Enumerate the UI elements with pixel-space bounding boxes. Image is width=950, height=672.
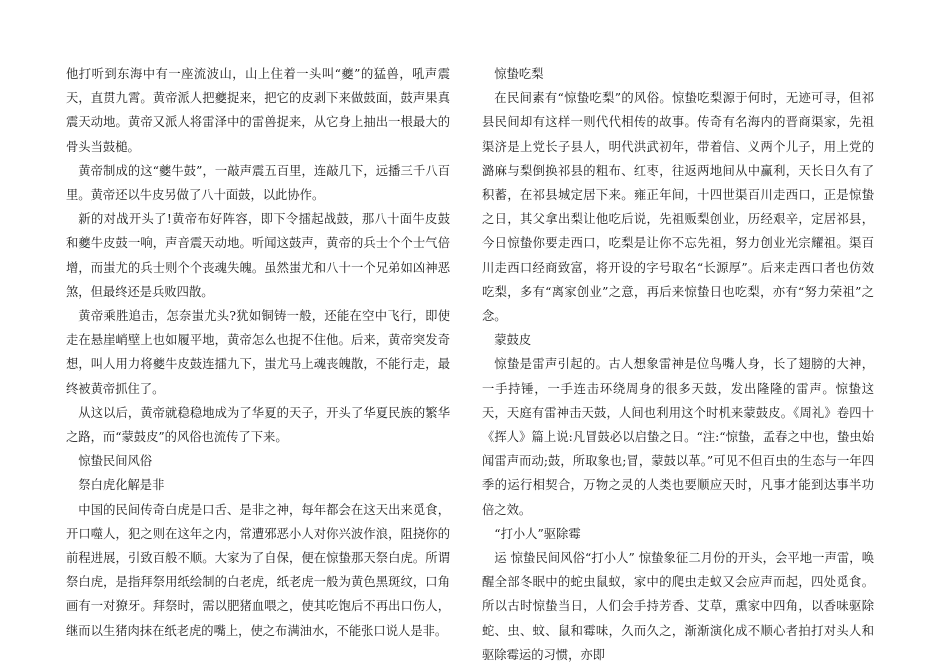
section-heading: 祭白虎化解是非 [78, 478, 165, 493]
paragraph: 运 惊蛰民间风俗“打小人” 惊蛰象征二月份的开头，会平地一声雷，唤醒全部冬眠中的蛇虫鼠蚁，家中的爬虫走蚁又会应声而起，四处觅食。所以古时惊蛰当日，人们会手持芳香、艾草，熏家中四角，以香味驱除蛇、虫、蚊、鼠和霉味，久而久之，渐渐演化成不顺心者拍打对头人和驱除霉运的习惯，亦即 [482, 551, 874, 662]
paragraph: 黄帝制成的这“夔牛鼓”，一敲声震五百里，连敲几下，远播三千八百里。黄帝还以牛皮另做了八十面鼓，以此协作。 [66, 163, 450, 203]
right-column [482, 62, 874, 667]
paragraph: 新的对战开头了!黄帝布好阵容，即下令擂起战鼓，那八十面牛皮鼓和夔牛皮鼓一响，声音震天动地。听闻这鼓声，黄帝的兵士个个士气倍增，而蚩尤的兵士则个个丧魂失魄。虽然蚩尤和八十一个兄弟如凶神恶煞，但最终还是兵败四散。 [66, 212, 450, 299]
left-column [66, 62, 450, 643]
paragraph: 从这以后，黄帝就稳稳地成为了华夏的天子，开头了华夏民族的繁华之路，而“蒙鼓皮”的风俗也流传了下来。 [66, 405, 450, 445]
paragraph: 惊蛰是雷声引起的。古人想象雷神是位鸟嘴人身，长了翅膀的大神，一手持锤，一手连击环绕周身的很多天鼓，发出隆隆的雷声。惊蛰这天，天庭有雷神击天鼓，人间也利用这个时机来蒙鼓皮。《周礼》卷四十《挥人》篇上说:凡冒鼓必以启蛰之日。“注:“惊蛰，孟春之中也，蛰虫始闻雷声而动;鼓，所取象也;冒，蒙鼓以革。”可见不但百虫的生态与一年四季的运行相契合，万物之灵的人类也要顺应天时，凡事才能到达事半功倍之效。 [482, 357, 874, 517]
paragraph: 他打听到东海中有一座流波山，山上住着一头叫“夔”的猛兽，吼声震天，直贯九霄。黄帝派人把夔捉来，把它的皮剥下来做鼓面，鼓声果真震天动地。黄帝又派人将雷泽中的雷兽捉来，从它身上抽出一根最大的骨头当鼓槌。 [66, 67, 450, 154]
paragraph: 在民间素有“惊蛰吃梨”的风俗。惊蛰吃梨源于何时，无迹可寻，但祁县民间却有这样一则代代相传的故事。传奇有名海内的晋商渠家，先祖渠济是上党长子县人，明代洪武初年，带着信、义两个儿子，用上党的潞麻与梨倒换祁县的粗布、红枣，往返两地间从中赢利，天长日久有了积蓄，在祁县城定居下来。雍正年间，十四世渠百川走西口，正是惊蛰之日，其父拿出梨让他吃后说，先祖贩梨创业，历经艰辛，定居祁县，今日惊蛰你要走西口，吃梨是让你不忘先祖，努力创业光宗耀祖。渠百川走西口经商致富，将开设的字号取名“长源厚”。后来走西口者也仿效吃梨，多有“离家创业”之意，再后来惊蛰日也吃梨，亦有“努力荣祖”之念。 [482, 91, 874, 324]
paragraph: 中国的民间传奇白虎是口舌、是非之神，每年都会在这天出来觅食，开口噬人，犯之则在这年之内，常遭邪恶小人对你兴波作浪，阻挠你的前程进展，引致百般不顺。大家为了自保，便在惊蛰那天祭白虎。所谓祭白虎，是指拜祭用纸绘制的白老虎，纸老虎一般为黄色黑斑纹，口角画有一对獠牙。拜祭时，需以肥猪血喂之，使其吃饱后不再出口伤人，继而以生猪肉抹在纸老虎的嘴上，使之布满油水，不能张口说人是非。 [66, 502, 450, 638]
section-heading: 惊蛰吃梨 [494, 67, 544, 81]
section-heading: 惊蛰民间风俗 [78, 454, 153, 469]
section-heading: 蒙鼓皮 [494, 333, 532, 348]
section-heading: “打小人”驱除霉 [494, 526, 581, 541]
paragraph: 黄帝乘胜追击，怎奈蚩尤头?犹如铜铸一般，还能在空中飞行，即使走在悬崖峭壁上也如履平地，黄帝怎么也捉不住他。后来，黄帝突发奇想，叫人用力将夔牛皮鼓连擂九下，蚩尤马上魂丧魄散，不能行走，最终被黄帝抓住了。 [66, 309, 450, 396]
